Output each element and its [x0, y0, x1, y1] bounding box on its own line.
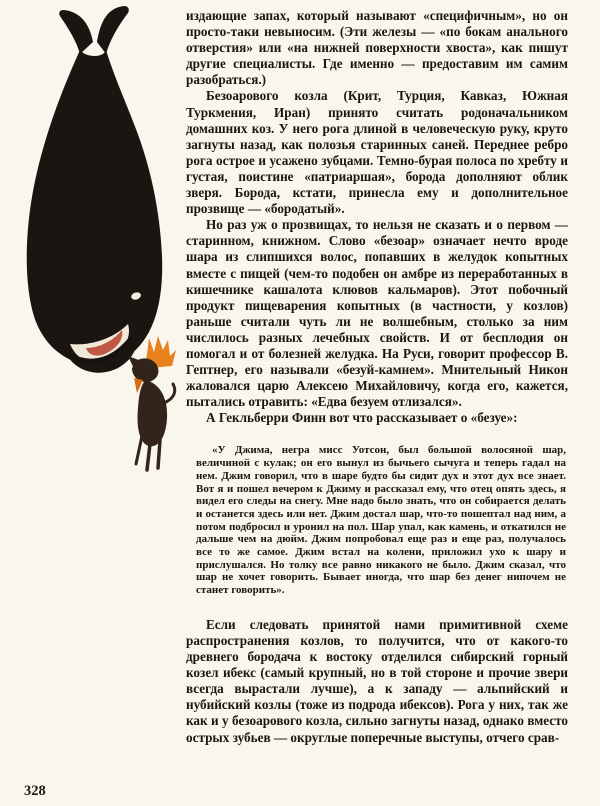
whale-and-goat-illustration — [0, 0, 190, 480]
paragraph-bezoar-goat: Безоарового козла (Крит, Турция, Кавказ, Южная Туркмения, Иран) принято считать родоначальником домашних коз. У него рога длиной в человеческую руку, круто загнуты назад, как полозья старинных саней. Переднее ребро рога острое и усажено зубцами. Темно-бурая полоса по хребту и густая, поистине «патриаршая», борода дополняют облик зверя. Борода, кстати, принесла ему и дополнительное прозвище — «бородатый». — [186, 88, 568, 217]
sperm-whale-illustration — [27, 6, 162, 373]
goat-illustration — [128, 336, 176, 470]
paragraph-bezoar-stone: Но раз уж о прозвищах, то нельзя не сказать и о первом — старинном, книжном. Слово «безоар» означает нечто вроде шара из слипшихся волос, попавших в желудок копытных вместе с пищей (чем-то подобен он амбре из переработанных в кишечнике кашалота клювов кальмаров). Этот побочный продукт пищеварения копытных (в частности, у козлов) раньше считали чуть ли не волшебным, столько за ним числилось разных лечебных свойств. И от бесплодия он помогал и от болезней желудка. На Руси, говорит профессор В. Гептнер, его называли «безуй-камнем». Мнительный Никон жаловался царю Алексею Михайловичу, когда его, кажется, пытались отравить: «Едва безуем отлизался». — [186, 217, 568, 410]
paragraph-closing: Если следовать принятой нами примитивной схеме распространения козлов, то получится, что от какого-то древнего бородача к востоку отделился сибирский горный козел ибекс (самый крупный, но в той стороне и прочие звери всегда вырастали лучше), а к западу — альпийский и нубийский козлы (тоже из подрода ибексов). Рога у них, так же как и у безоарового козла, сильно загнуты назад, однако вместо острых зубьев — округлые поперечные выступы, отчего срав- — [186, 616, 568, 745]
page-number: 328 — [24, 783, 46, 799]
paragraph-continuation: издающие запах, который называют «специфичным», но он просто-таки невыносим. (Эти железы — «по бокам анального отверстия» или «на нижней поверхности хвоста», как пишут другие специалисты. Где именно — предоставим им самим разобраться.) — [186, 8, 568, 88]
text-column — [186, 8, 568, 746]
paragraph-huck-finn-intro: А Гекльберри Финн вот что рассказывает о «безуе»: — [206, 410, 518, 426]
block-quote-huck-finn: «У Джима, негра мисс Уотсон, был большой волосяной шар, величиной с кулак; он его вынул из бычьего сычуга и теперь гадал на нем. Джим говорил, что в шаре будто бы сидит дух и этот дух все знает. Вот я и пошел вечером к Джиму и рассказал ему, что отец опять здесь, я видел его следы на снегу. Мне надо было знать, что он собирается делать и останется здесь или нет. Джим достал шар, что-то пошептал над ним, а потом подбросил и уронил на пол. Шар упал, как камень, и откатился не дальше чем на дюйм. Джим попробовал еще раз и еще раз, получалось все то же самое. Джим встал на колени, приложил ухо к шару и прислушался. Но толку все равно никакого не было. Джим сказал, что шар не хочет говорить. Бывает иногда, что шар без денег нипочем не станет говорить». — [196, 444, 566, 597]
